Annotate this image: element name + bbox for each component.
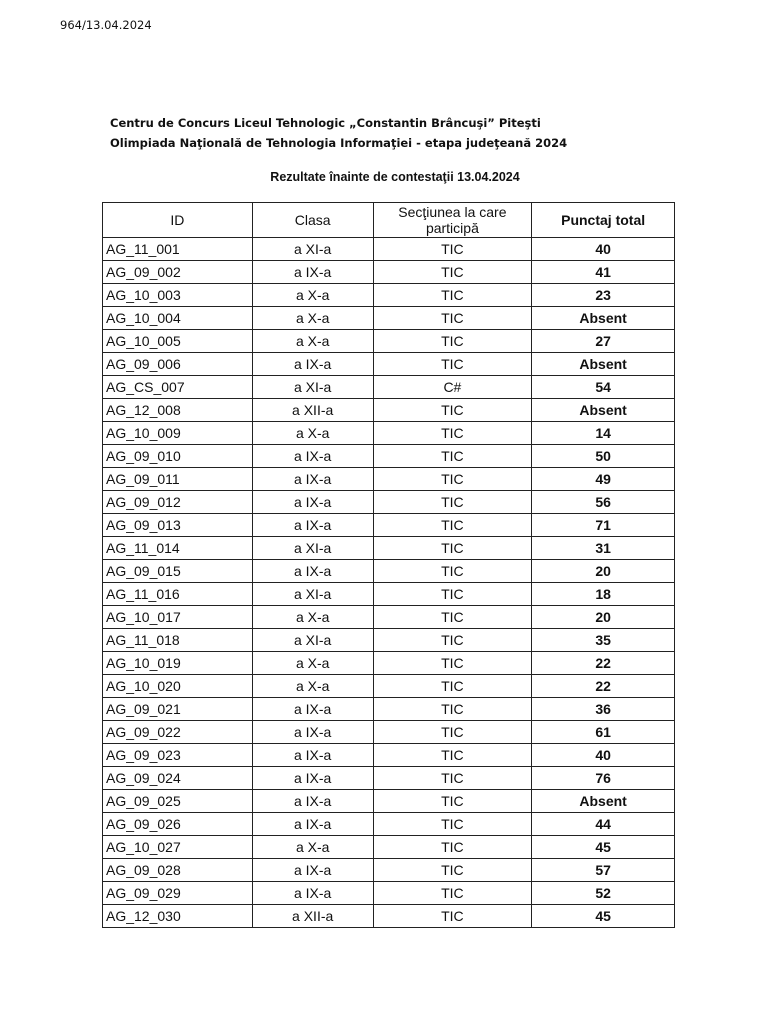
cell-section: TIC bbox=[373, 261, 532, 284]
cell-score: 52 bbox=[532, 882, 675, 905]
cell-section: TIC bbox=[373, 813, 532, 836]
cell-id: AG_09_015 bbox=[103, 560, 253, 583]
cell-score: 35 bbox=[532, 629, 675, 652]
cell-score: 76 bbox=[532, 767, 675, 790]
cell-id: AG_09_011 bbox=[103, 468, 253, 491]
cell-section: TIC bbox=[373, 514, 532, 537]
table-row bbox=[103, 813, 675, 836]
cell-class: a IX-a bbox=[252, 468, 373, 491]
table-row bbox=[103, 629, 675, 652]
table-row bbox=[103, 652, 675, 675]
table-body bbox=[103, 238, 675, 928]
table-header-row bbox=[103, 203, 675, 238]
cell-id: AG_10_009 bbox=[103, 422, 253, 445]
cell-id: AG_10_017 bbox=[103, 606, 253, 629]
cell-score: 40 bbox=[532, 238, 675, 261]
column-header-id: ID bbox=[103, 203, 253, 238]
cell-id: AG_10_019 bbox=[103, 652, 253, 675]
cell-score: 20 bbox=[532, 606, 675, 629]
cell-score: 71 bbox=[532, 514, 675, 537]
cell-id: AG_09_002 bbox=[103, 261, 253, 284]
cell-section: TIC bbox=[373, 560, 532, 583]
cell-class: a X-a bbox=[252, 836, 373, 859]
cell-class: a XII-a bbox=[252, 399, 373, 422]
cell-section: TIC bbox=[373, 767, 532, 790]
table-row bbox=[103, 859, 675, 882]
cell-id: AG_10_003 bbox=[103, 284, 253, 307]
cell-section: TIC bbox=[373, 353, 532, 376]
cell-section: TIC bbox=[373, 468, 532, 491]
cell-id: AG_11_018 bbox=[103, 629, 253, 652]
cell-class: a X-a bbox=[252, 307, 373, 330]
cell-section: TIC bbox=[373, 399, 532, 422]
table-row bbox=[103, 514, 675, 537]
cell-id: AG_12_030 bbox=[103, 905, 253, 928]
cell-score: 22 bbox=[532, 675, 675, 698]
table-row bbox=[103, 560, 675, 583]
table-row bbox=[103, 583, 675, 606]
cell-section: TIC bbox=[373, 284, 532, 307]
table-row bbox=[103, 422, 675, 445]
cell-section: TIC bbox=[373, 307, 532, 330]
cell-id: AG_09_012 bbox=[103, 491, 253, 514]
table-row bbox=[103, 905, 675, 928]
cell-class: a X-a bbox=[252, 330, 373, 353]
table-row bbox=[103, 445, 675, 468]
cell-class: a XI-a bbox=[252, 629, 373, 652]
cell-class: a IX-a bbox=[252, 560, 373, 583]
cell-class: a IX-a bbox=[252, 744, 373, 767]
cell-class: a X-a bbox=[252, 652, 373, 675]
cell-score: 44 bbox=[532, 813, 675, 836]
cell-id: AG_09_013 bbox=[103, 514, 253, 537]
cell-id: AG_11_014 bbox=[103, 537, 253, 560]
table-row bbox=[103, 537, 675, 560]
column-header-section: Secţiunea la care participă bbox=[373, 203, 532, 238]
table-row bbox=[103, 468, 675, 491]
cell-section: TIC bbox=[373, 422, 532, 445]
cell-section: TIC bbox=[373, 606, 532, 629]
cell-class: a IX-a bbox=[252, 859, 373, 882]
cell-section: TIC bbox=[373, 445, 532, 468]
table-row bbox=[103, 836, 675, 859]
cell-section: TIC bbox=[373, 744, 532, 767]
cell-section: TIC bbox=[373, 652, 532, 675]
cell-id: AG_09_025 bbox=[103, 790, 253, 813]
cell-score: 61 bbox=[532, 721, 675, 744]
cell-id: AG_09_006 bbox=[103, 353, 253, 376]
cell-section: TIC bbox=[373, 238, 532, 261]
cell-class: a IX-a bbox=[252, 514, 373, 537]
cell-class: a X-a bbox=[252, 675, 373, 698]
cell-id: AG_12_008 bbox=[103, 399, 253, 422]
cell-section: C# bbox=[373, 376, 532, 399]
cell-class: a IX-a bbox=[252, 491, 373, 514]
cell-section: TIC bbox=[373, 905, 532, 928]
cell-id: AG_09_028 bbox=[103, 859, 253, 882]
cell-score: 54 bbox=[532, 376, 675, 399]
cell-score: 56 bbox=[532, 491, 675, 514]
table-row bbox=[103, 790, 675, 813]
cell-class: a IX-a bbox=[252, 353, 373, 376]
cell-class: a IX-a bbox=[252, 882, 373, 905]
cell-id: AG_09_029 bbox=[103, 882, 253, 905]
cell-id: AG_09_021 bbox=[103, 698, 253, 721]
cell-class: a XI-a bbox=[252, 537, 373, 560]
cell-class: a X-a bbox=[252, 284, 373, 307]
cell-score: 45 bbox=[532, 905, 675, 928]
cell-id: AG_09_023 bbox=[103, 744, 253, 767]
cell-section: TIC bbox=[373, 859, 532, 882]
table-row bbox=[103, 744, 675, 767]
document-subtitle: Rezultate înainte de contestaţii 13.04.2024 bbox=[270, 170, 520, 184]
column-header-class: Clasa bbox=[252, 203, 373, 238]
column-header-score: Punctaj total bbox=[532, 203, 675, 238]
cell-score: 49 bbox=[532, 468, 675, 491]
cell-class: a X-a bbox=[252, 422, 373, 445]
cell-id: AG_CS_007 bbox=[103, 376, 253, 399]
cell-section: TIC bbox=[373, 330, 532, 353]
cell-id: AG_10_020 bbox=[103, 675, 253, 698]
cell-score: 27 bbox=[532, 330, 675, 353]
table-row bbox=[103, 882, 675, 905]
cell-id: AG_09_024 bbox=[103, 767, 253, 790]
cell-class: a IX-a bbox=[252, 698, 373, 721]
cell-score: 50 bbox=[532, 445, 675, 468]
cell-section: TIC bbox=[373, 491, 532, 514]
table-row bbox=[103, 284, 675, 307]
table-row bbox=[103, 376, 675, 399]
cell-id: AG_09_022 bbox=[103, 721, 253, 744]
cell-score: 36 bbox=[532, 698, 675, 721]
cell-score: Absent bbox=[532, 399, 675, 422]
cell-score: 45 bbox=[532, 836, 675, 859]
cell-id: AG_09_010 bbox=[103, 445, 253, 468]
cell-id: AG_11_001 bbox=[103, 238, 253, 261]
table-row bbox=[103, 399, 675, 422]
table-row bbox=[103, 491, 675, 514]
table-row bbox=[103, 330, 675, 353]
cell-class: a IX-a bbox=[252, 261, 373, 284]
cell-score: 41 bbox=[532, 261, 675, 284]
cell-score: 40 bbox=[532, 744, 675, 767]
cell-section: TIC bbox=[373, 882, 532, 905]
cell-id: AG_10_005 bbox=[103, 330, 253, 353]
table-row bbox=[103, 238, 675, 261]
registration-stamp: 964/13.04.2024 bbox=[60, 18, 152, 32]
header-institution: Centru de Concurs Liceul Tehnologic „Constantin Brâncuşi” Piteşti bbox=[110, 116, 541, 130]
cell-class: a XII-a bbox=[252, 905, 373, 928]
cell-class: a IX-a bbox=[252, 790, 373, 813]
cell-id: AG_10_027 bbox=[103, 836, 253, 859]
table-row bbox=[103, 606, 675, 629]
cell-section: TIC bbox=[373, 675, 532, 698]
table-row bbox=[103, 721, 675, 744]
cell-score: 14 bbox=[532, 422, 675, 445]
cell-class: a IX-a bbox=[252, 445, 373, 468]
table-row bbox=[103, 675, 675, 698]
results-table bbox=[102, 202, 675, 928]
table-row bbox=[103, 307, 675, 330]
cell-score: 57 bbox=[532, 859, 675, 882]
table-row bbox=[103, 767, 675, 790]
cell-section: TIC bbox=[373, 629, 532, 652]
cell-score: 23 bbox=[532, 284, 675, 307]
cell-score: Absent bbox=[532, 353, 675, 376]
table-row bbox=[103, 353, 675, 376]
cell-section: TIC bbox=[373, 698, 532, 721]
cell-id: AG_10_004 bbox=[103, 307, 253, 330]
cell-section: TIC bbox=[373, 836, 532, 859]
cell-id: AG_11_016 bbox=[103, 583, 253, 606]
cell-section: TIC bbox=[373, 790, 532, 813]
cell-class: a IX-a bbox=[252, 767, 373, 790]
cell-id: AG_09_026 bbox=[103, 813, 253, 836]
cell-class: a XI-a bbox=[252, 376, 373, 399]
cell-score: 20 bbox=[532, 560, 675, 583]
cell-score: 18 bbox=[532, 583, 675, 606]
cell-score: Absent bbox=[532, 790, 675, 813]
table-row bbox=[103, 698, 675, 721]
cell-score: 31 bbox=[532, 537, 675, 560]
cell-score: Absent bbox=[532, 307, 675, 330]
table-row bbox=[103, 261, 675, 284]
cell-section: TIC bbox=[373, 537, 532, 560]
cell-class: a XI-a bbox=[252, 238, 373, 261]
cell-class: a IX-a bbox=[252, 813, 373, 836]
cell-score: 22 bbox=[532, 652, 675, 675]
cell-class: a IX-a bbox=[252, 721, 373, 744]
header-olympiad: Olimpiada Naţională de Tehnologia Informaţiei - etapa judeţeană 2024 bbox=[110, 136, 568, 150]
cell-section: TIC bbox=[373, 583, 532, 606]
cell-class: a XI-a bbox=[252, 583, 373, 606]
cell-section: TIC bbox=[373, 721, 532, 744]
cell-class: a X-a bbox=[252, 606, 373, 629]
